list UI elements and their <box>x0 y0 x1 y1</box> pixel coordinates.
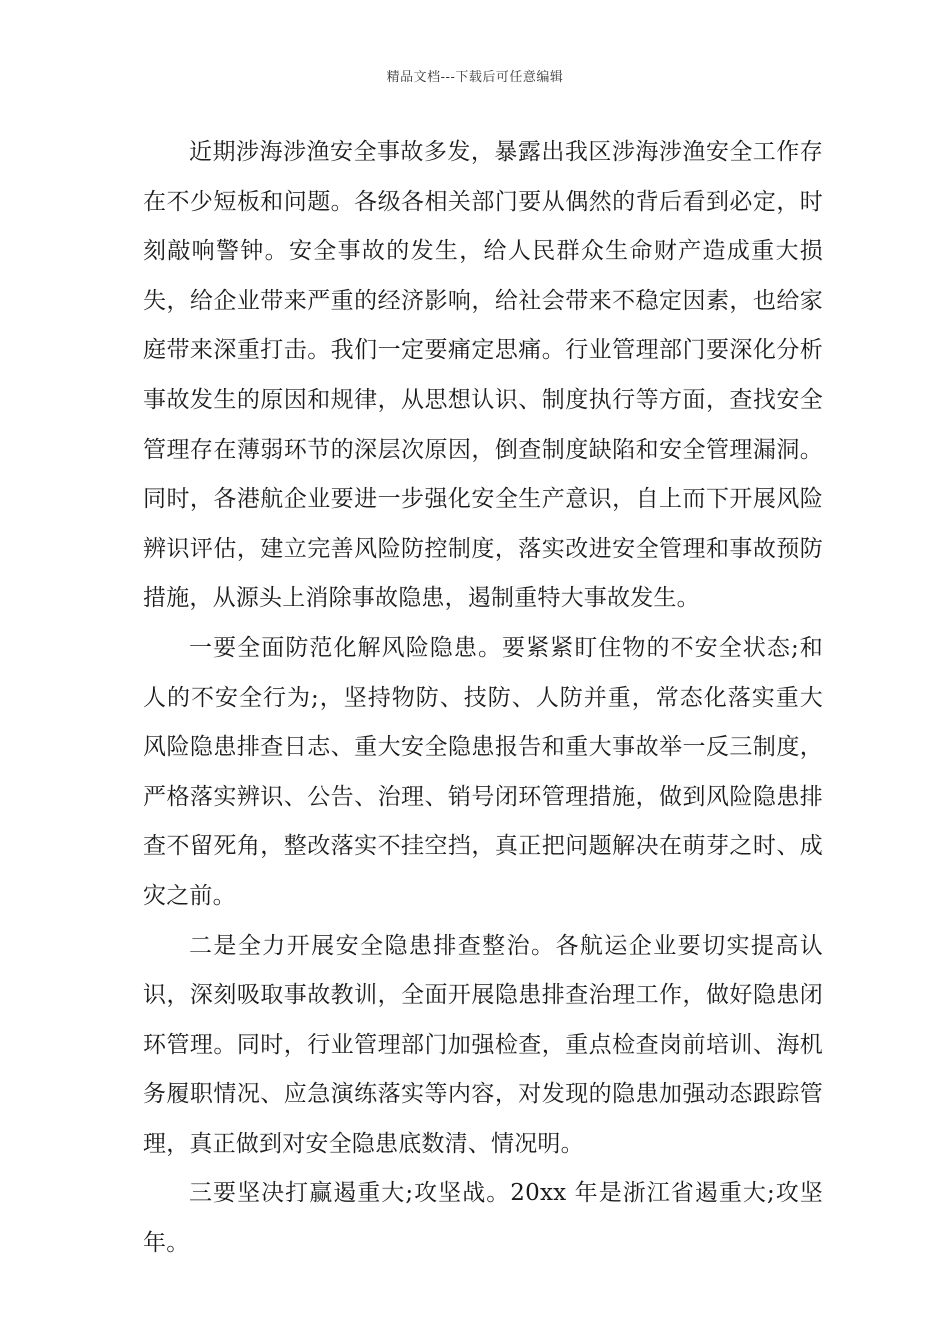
paragraph-1: 近期涉海涉渔安全事故多发，暴露出我区涉海涉渔安全工作存在不少短板和问题。各级各相关部门要从偶然的背后看到必定，时刻敲响警钟。安全事故的发生，给人民群众生命财产造成重大损失，给企业带来严重的经济影响，给社会带来不稳定因素，也给家庭带来深重打击。我们一定要痛定思痛。行业管理部门要深化分析事故发生的原因和规律，从思想认识、制度执行等方面，查找安全管理存在薄弱环节的深层次原因，倒查制度缺陷和安全管理漏洞。同时，各港航企业要进一步强化安全生产意识，自上而下开展风险辨识评估，建立完善风险防控制度，落实改进安全管理和事故预防措施，从源头上消除事故隐患，遏制重特大事故发生。 <box>143 139 823 612</box>
paragraph-3: 二是全力开展安全隐患排查整治。各航运企业要切实提高认识，深刻吸取事故教训，全面开展隐患排查治理工作，做好隐患闭环管理。同时，行业管理部门加强检查，重点检查岗前培训、海机务履职情况、应急演练落实等内容，对发现的隐患加强动态跟踪管理，真正做到对安全隐患底数清、情况明。 <box>143 932 823 1157</box>
paragraph-4: 三要坚决打赢遏重大;攻坚战。20xx 年是浙江省遏重大;攻坚年。 <box>143 1180 823 1257</box>
document-body <box>143 128 823 1269</box>
paragraph-2: 一要全面防范化解风险隐患。要紧紧盯住物的不安全状态;和人的不安全行为;，坚持物防、技防、人防并重，常态化落实重大风险隐患排查日志、重大安全隐患报告和重大事故举一反三制度，严格落实辨识、公告、治理、销号闭环管理措施，做到风险隐患排查不留死角，整改落实不挂空挡，真正把问题解决在萌芽之时、成灾之前。 <box>143 634 823 909</box>
page-header: 精品文档---下载后可任意编辑 <box>386 70 564 85</box>
